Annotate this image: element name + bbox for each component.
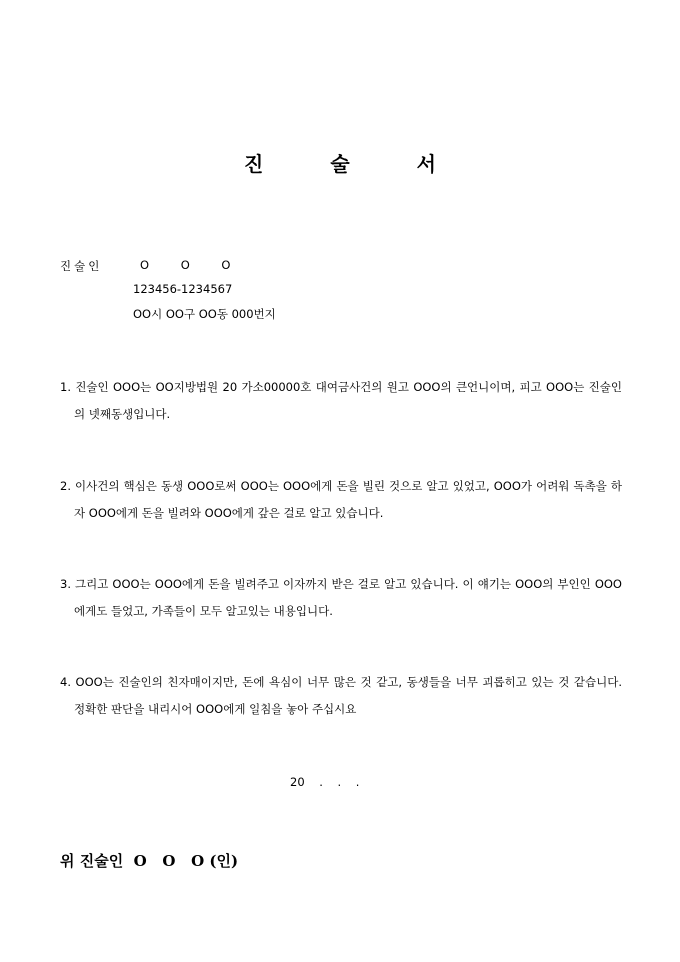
signature-line: 위 진술인 O O O (인) xyxy=(60,852,239,870)
statement-text-2: 2. 이사건의 핵심은 동생 OOO로써 OOO는 OOO에게 돈을 빌린 것으로 알고 있었고, OOO가 어려워 독촉을 하자 OOO에게 돈을 빌려와 OOO에게 갚은 걸로 알고 있습니다. xyxy=(60,479,622,520)
statement-paragraph-4 xyxy=(60,669,622,723)
affiant-name: O O O xyxy=(140,258,245,272)
statement-paragraph-3 xyxy=(60,571,622,625)
statement-text-1: 1. 진술인 OOO는 OO지방법원 20 가소00000호 대여금사건의 원고 OOO의 큰언니이며, 피고 OOO는 진술인의 넷째동생입니다. xyxy=(60,380,622,421)
statement-text-4: 4. OOO는 진술인의 친자매이지만, 돈에 욕심이 너무 많은 것 같고, 동생들을 너무 괴롭히고 있는 것 같습니다. 정확한 판단을 내리시어 OOO에게 일침을 놓아 주십시요 xyxy=(60,675,622,716)
affiant-id-number: 123456-1234567 xyxy=(133,282,233,296)
affiant-address: OO시 OO구 OO동 000번지 xyxy=(133,307,276,321)
document-title: 진 술 서 xyxy=(244,152,466,176)
statement-paragraph-2 xyxy=(60,473,622,527)
document-date: 20 . . . xyxy=(290,775,360,789)
statement-text-3: 3. 그리고 OOO는 OOO에게 돈을 빌려주고 이자까지 받은 걸로 알고 있습니다. 이 얘기는 OOO의 부인인 OOO에게도 들었고, 가족들이 모두 알고있는 내용입니다. xyxy=(60,577,622,618)
statement-paragraph-1 xyxy=(60,374,622,428)
affiant-label: 진술인 xyxy=(60,259,103,273)
